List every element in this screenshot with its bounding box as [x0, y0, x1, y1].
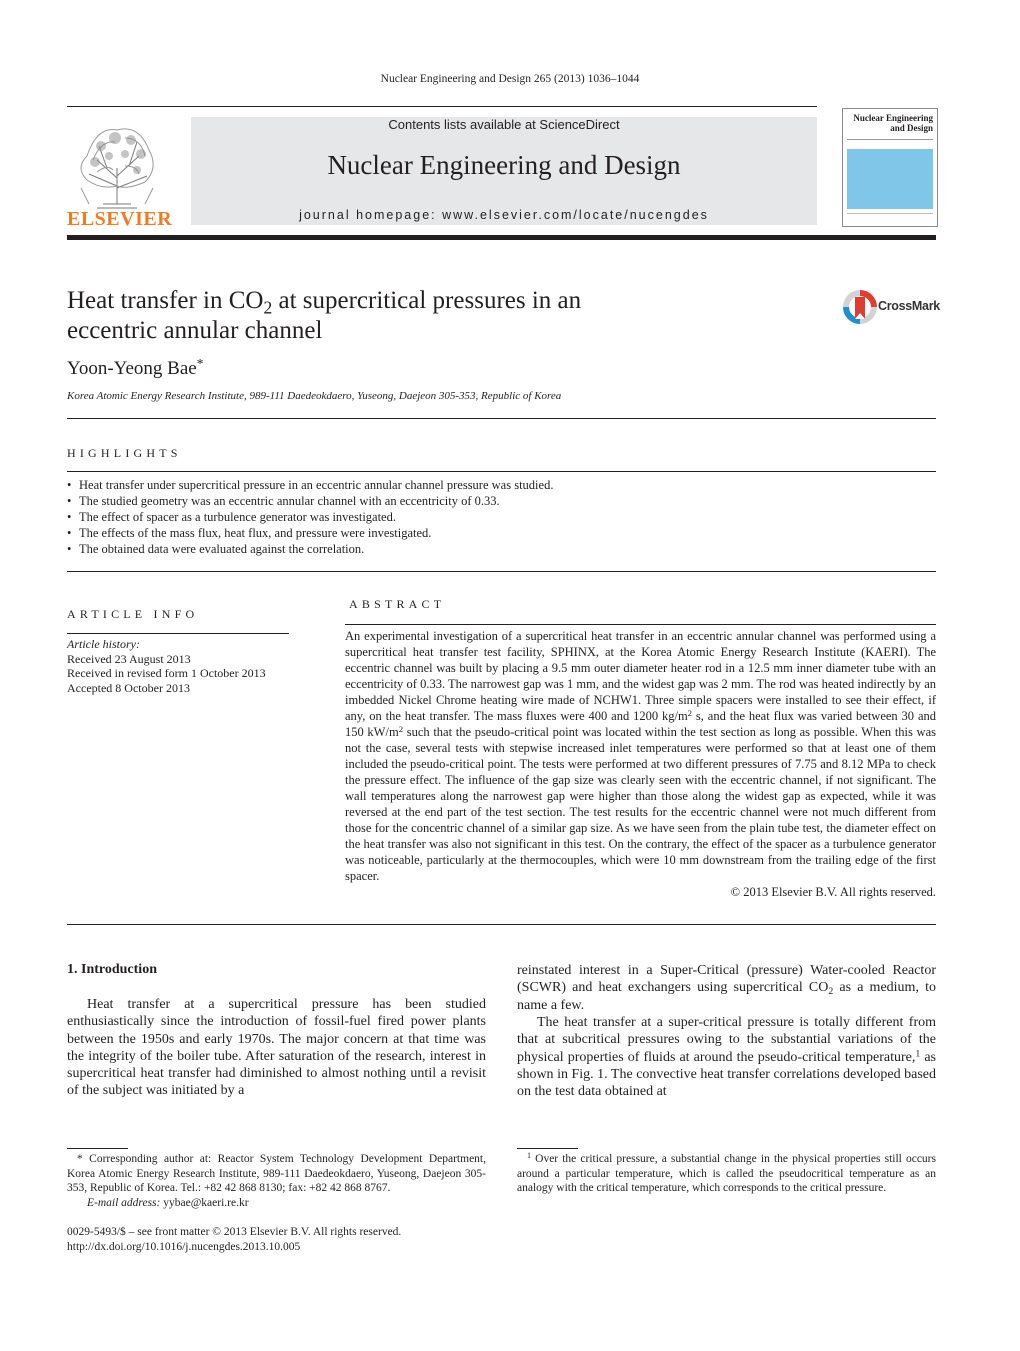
footnote-mark: * — [77, 1153, 83, 1165]
subscript: 2 — [828, 986, 834, 998]
highlights-heading: HIGHLIGHTS — [67, 446, 182, 460]
intro-right-paragraph-1 — [517, 962, 936, 1014]
title-subscript: 2 — [263, 297, 273, 318]
abstract-text: An experimental investigation of a supercritical heat transfer in an eccentric annular channel was performed using a supercritical heat transfer test facility, SPHINX, at the Korea Atomic Energy Research Institute (KAERI). The eccentric channel was built by placing a 9.5 mm outer diameter heater rod in a 12.5 mm inner diameter tube with an eccentricity of 0.33. The narrowest gap was 1 mm, and the widest gap was 2 mm. The rod was heated indirectly by an imbedded Nickel Chrome heating wire made of NCHW1. Three simple spacers were installed to see their effect, if any, on the heat transfer. The mass fluxes were 400 and 1200 kg/m — [345, 629, 936, 723]
doi-link[interactable]: http://dx.doi.org/10.1016/j.nucengdes.2013.10.005 — [67, 1241, 301, 1253]
paragraph-text: as a medium, to name a few. — [517, 980, 936, 1013]
abstract-copyright: © 2013 Elsevier B.V. All rights reserved. — [730, 885, 936, 899]
footnote-text: Corresponding author at: Reactor System Technology Development Department, Korea Atomic Energy Research Institute, 989-111 Daedeokdaero, Yuseong, Daejeon 305-353, Republic of Korea. Tel.: +82 42 868 8130; fax: +82 42 868 8767. — [67, 1153, 486, 1194]
intro-right-paragraph-2 — [517, 1014, 936, 1100]
cover-title: Nuclear Engineering and Design — [853, 113, 933, 133]
highlights-list — [67, 477, 553, 557]
journal-cover-thumbnail[interactable] — [842, 108, 938, 227]
author-text: Yoon-Yeong Bae — [67, 358, 197, 379]
abstract-text: s, and the heat flux was varied between 30 and 150 kW/m — [345, 709, 936, 739]
received-date: Received 23 August 2013 — [67, 651, 191, 666]
issn-line: 0029-5493/$ – see front matter © 2013 Elsevier B.V. All rights reserved. — [67, 1226, 402, 1238]
header-thick-rule — [67, 235, 936, 240]
superscript: 2 — [687, 708, 693, 719]
email-link[interactable]: yybae@kaeri.re.kr — [163, 1196, 249, 1209]
accepted-date: Accepted 8 October 2013 — [67, 680, 190, 695]
footnote-1 — [517, 1152, 936, 1196]
crossmark-badge[interactable] — [840, 287, 940, 327]
paragraph-text: as shown in Fig. 1. The convective heat transfer correlations developed based on the test data obtained at — [517, 1049, 936, 1100]
author-name[interactable] — [67, 358, 203, 380]
revised-date: Received in revised form 1 October 2013 — [67, 666, 266, 680]
crossmark-label: CrossMark — [878, 299, 940, 313]
cover-rule — [847, 139, 933, 140]
intro-left-paragraph: Heat transfer at a supercritical pressure has been studied enthusiastically since the introduction of fossil-fuel fired power plants between the 1950s and early 1970s. The major concern at that time was the integrity of the boiler tube. After saturation of the research, interest in supercritical heat transfer had diminished to almost nothing until a revisit of the subject was initiated by a — [67, 997, 486, 1099]
author-affiliation: Korea Atomic Energy Research Institute, 989-111 Daedeokdaero, Yuseong, Daejeon 305-353, Republic of Korea — [67, 390, 562, 402]
cover-footer — [847, 213, 933, 222]
email-label: E-mail address: — [87, 1196, 161, 1209]
paragraph-text: reinstated interest in a Super-Critical (pressure) Water-cooled Reactor (SCWR) and heat exchangers using supercritical CO — [517, 963, 936, 996]
paragraph-text: The heat transfer at a super-critical pressure is totally different from that at subcritical pressures owing to the substantial variations of the physical properties of fluids at around the pseudo-critical temperature, — [517, 1015, 936, 1065]
footnote-rule — [67, 1148, 128, 1149]
contents-text: Contents lists available at ScienceDirect — [388, 117, 620, 132]
header-top-rule — [67, 106, 817, 107]
superscript: 2 — [398, 724, 404, 735]
highlight-item: • The obtained data were evaluated against the correlation. — [67, 541, 553, 557]
journal-homepage-link[interactable]: journal homepage: www.elsevier.com/locate/nucengdes — [299, 208, 709, 222]
highlight-item: • The studied geometry was an eccentric annular channel with an eccentricity of 0.33. — [67, 493, 553, 509]
divider — [67, 924, 936, 925]
footnote-rule — [517, 1148, 578, 1149]
journal-title: Nuclear Engineering and Design — [327, 150, 681, 180]
article-info-heading: ARTICLE INFO — [67, 607, 199, 621]
highlight-item: • Heat transfer under supercritical pressure in an eccentric annular channel pressure was studied. — [67, 477, 553, 493]
corresponding-author-footnote — [67, 1152, 486, 1210]
highlight-item: • The effects of the mass flux, heat flux, and pressure were investigated. — [67, 525, 553, 541]
email-line — [67, 1196, 486, 1211]
history-label: Article history: — [67, 637, 140, 651]
highlight-item: • The effect of spacer as a turbulence generator was investigated. — [67, 509, 553, 525]
title-part: at supercritical pressures in an eccentric annular channel — [67, 287, 582, 344]
divider — [67, 633, 289, 634]
abstract-text: such that the pseudo-critical point was located within the test section as long as possible. When this was not the case, several tests with stepwise increased inlet temperatures were performed so that at least one of them included the pseudo-critical point. The tests were performed at two different pressures of 7.75 and 8.12 MPa to check the pressure effect. The influence of the gap size was clearly seen with the eccentric channel, if not significant. The wall temperatures along the narrowest gap were higher than those along the widest gap as expected, while it was reversed at the end part of the test section. The test results for the eccentric channel were not much different from those for the concentric channel of a similar gap size. As we have seen from the plain tube test, the diameter effect on the heat transfer was also not significant in this test. On the contrary, the effect of the spacer as a turbulence generator was noticeable, particularly at the thermocouples, which were 10 mm downstream from the trailing edge of the first spacer. — [345, 725, 936, 883]
elsevier-wordmark: ELSEVIER — [67, 208, 173, 230]
divider — [67, 418, 936, 419]
footnote-ref[interactable]: 1 — [915, 1048, 921, 1060]
abstract-body — [345, 628, 936, 900]
section-heading: 1. Introduction — [67, 962, 157, 977]
divider — [67, 571, 936, 572]
crossmark-icon — [840, 287, 880, 327]
article-history — [67, 637, 266, 695]
footnote-text: Over the critical pressure, a substantial change in the physical properties still occurs around a particular temperature, which is called the pseudocritical temperature as an analogy with the critical temperature, which corresponds to the critical pressure. — [517, 1153, 936, 1194]
title-part: Heat transfer in CO — [67, 287, 264, 314]
divider — [345, 624, 936, 625]
paper-title — [67, 286, 667, 346]
journal-citation: Nuclear Engineering and Design 265 (2013) 1036–1044 — [380, 73, 640, 85]
contents-available[interactable] — [191, 117, 817, 132]
author-footnote-mark: * — [196, 356, 204, 372]
elsevier-logo[interactable] — [67, 116, 173, 230]
footnote-mark: 1 — [527, 1151, 532, 1161]
abstract-heading: ABSTRACT — [349, 597, 446, 611]
divider — [67, 471, 936, 472]
cover-image — [847, 149, 933, 209]
